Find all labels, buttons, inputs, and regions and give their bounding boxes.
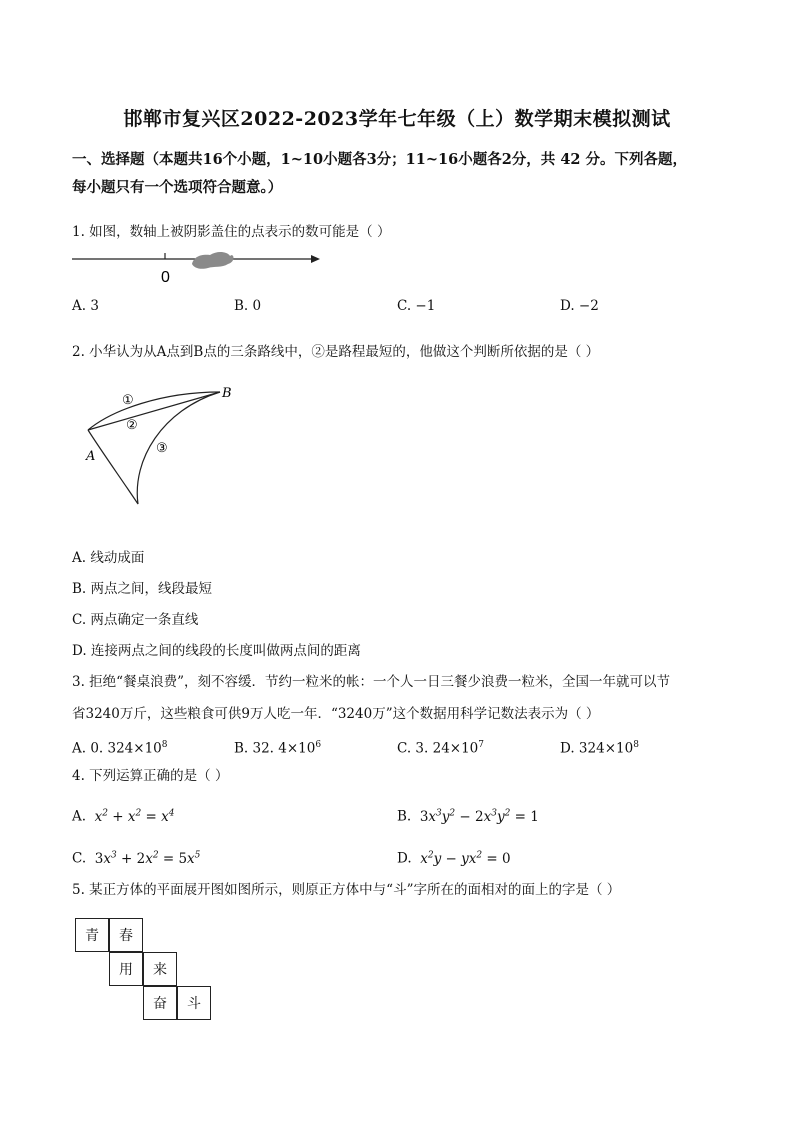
q3-option-d-exponent: 8 <box>633 740 639 750</box>
q2-option-a: A. 线动成面 <box>72 550 145 566</box>
q3-option-c-base: C. 3. 24×10 <box>397 740 479 757</box>
route-2-segment <box>88 392 220 430</box>
q4-option-b-expression: $3x^3y^2 - 2x^3y^2 = 1$ <box>419 808 539 825</box>
page-title: 邯郸市复兴区2022-2023学年七年级（上）数学期末模拟测试 <box>123 108 671 130</box>
q3-option-b-exponent: 6 <box>315 740 322 750</box>
q4-option-d-expression: $x^2y - yx^2 = 0$ <box>415 850 511 867</box>
q1-option-a: A. 3 <box>72 298 99 314</box>
shadow-blob <box>192 252 234 269</box>
q4-stem: 4. 下列运算正确的是（ ） <box>72 768 229 784</box>
net-cell-chun: 春 <box>109 918 143 952</box>
q3-option-a <box>72 735 168 759</box>
net-cell-lai: 来 <box>143 952 177 986</box>
section-heading-line1: 一、选择题（本题共16个小题，1~10小题各3分；11~16小题各2分，共 42 分。下列各题， <box>72 151 688 168</box>
q4-option-a-label: A. <box>72 808 87 825</box>
routes-figure <box>82 380 242 510</box>
q3-stem-line2: 省3240万斤，这些粮食可供9万人吃一年．“3240万”这个数据用科学记数法表示为（ ） <box>72 706 600 722</box>
q5-stem: 5. 某正方体的平面展开图如图所示，则原正方体中与“斗”字所在的面相对的面上的字是（ ） <box>72 882 621 898</box>
q3-option-a-base: A. 0. 324×10 <box>72 740 162 757</box>
q3-option-d-base: D. 324×10 <box>560 740 634 757</box>
q4-option-c <box>72 845 200 869</box>
route-3-label: ③ <box>156 441 168 456</box>
number-line-figure <box>68 244 328 286</box>
q3-stem-line1: 3. 拒绝“餐桌浪费”，刻不容缓．节约一粒米的帐：一个人一日三餐少浪费一粒米，全国一年就可以节 <box>72 674 670 690</box>
route-2-label: ② <box>126 418 138 433</box>
q3-option-b-base: B. 32. 4×10 <box>234 740 316 757</box>
q4-option-b <box>397 803 539 827</box>
q4-option-a-expression: $x^2 + x^2 = x^4$ <box>90 808 175 825</box>
q1-option-c: C. −1 <box>397 298 436 314</box>
q4-option-d <box>397 845 511 869</box>
q4-option-b-label: B. <box>397 808 412 825</box>
q3-option-a-exponent: 8 <box>161 740 168 750</box>
net-cell-fen: 奋 <box>143 986 177 1020</box>
route-1-label: ① <box>122 393 134 408</box>
net-cell-qing: 青 <box>75 918 109 952</box>
point-b-label: B <box>222 386 232 401</box>
route-3-curve <box>88 392 220 504</box>
section-heading-line2: 每小题只有一个选项符合题意。） <box>72 179 283 196</box>
net-cell-dou: 斗 <box>177 986 211 1020</box>
q2-option-c: C. 两点确定一条直线 <box>72 612 199 628</box>
q4-option-a <box>72 803 174 827</box>
q3-option-b <box>234 735 321 759</box>
q1-stem: 1. 如图，数轴上被阴影盖住的点表示的数可能是（ ） <box>72 224 391 240</box>
zero-label: 0 <box>161 269 170 286</box>
q2-option-d: D. 连接两点之间的线段的长度叫做两点间的距离 <box>72 643 361 659</box>
q4-option-d-label: D. <box>397 850 412 867</box>
net-cell-yong: 用 <box>109 952 143 986</box>
q4-option-c-label: C. <box>72 850 87 867</box>
point-a-label: A <box>86 449 96 464</box>
q3-option-d <box>560 735 639 759</box>
q2-option-b: B. 两点之间，线段最短 <box>72 581 213 597</box>
q1-option-b: B. 0 <box>234 298 262 314</box>
q4-option-c-expression: $3x^3 + 2x^2 = 5x^5$ <box>94 850 201 867</box>
q2-stem: 2. 小华认为从A点到B点的三条路线中，②是路程最短的，他做这个判断所依据的是（ ） <box>72 344 600 360</box>
q1-option-d: D. −2 <box>560 298 599 314</box>
q3-option-c-exponent: 7 <box>478 740 485 750</box>
number-line-arrow <box>311 255 320 263</box>
q3-option-c <box>397 735 484 759</box>
